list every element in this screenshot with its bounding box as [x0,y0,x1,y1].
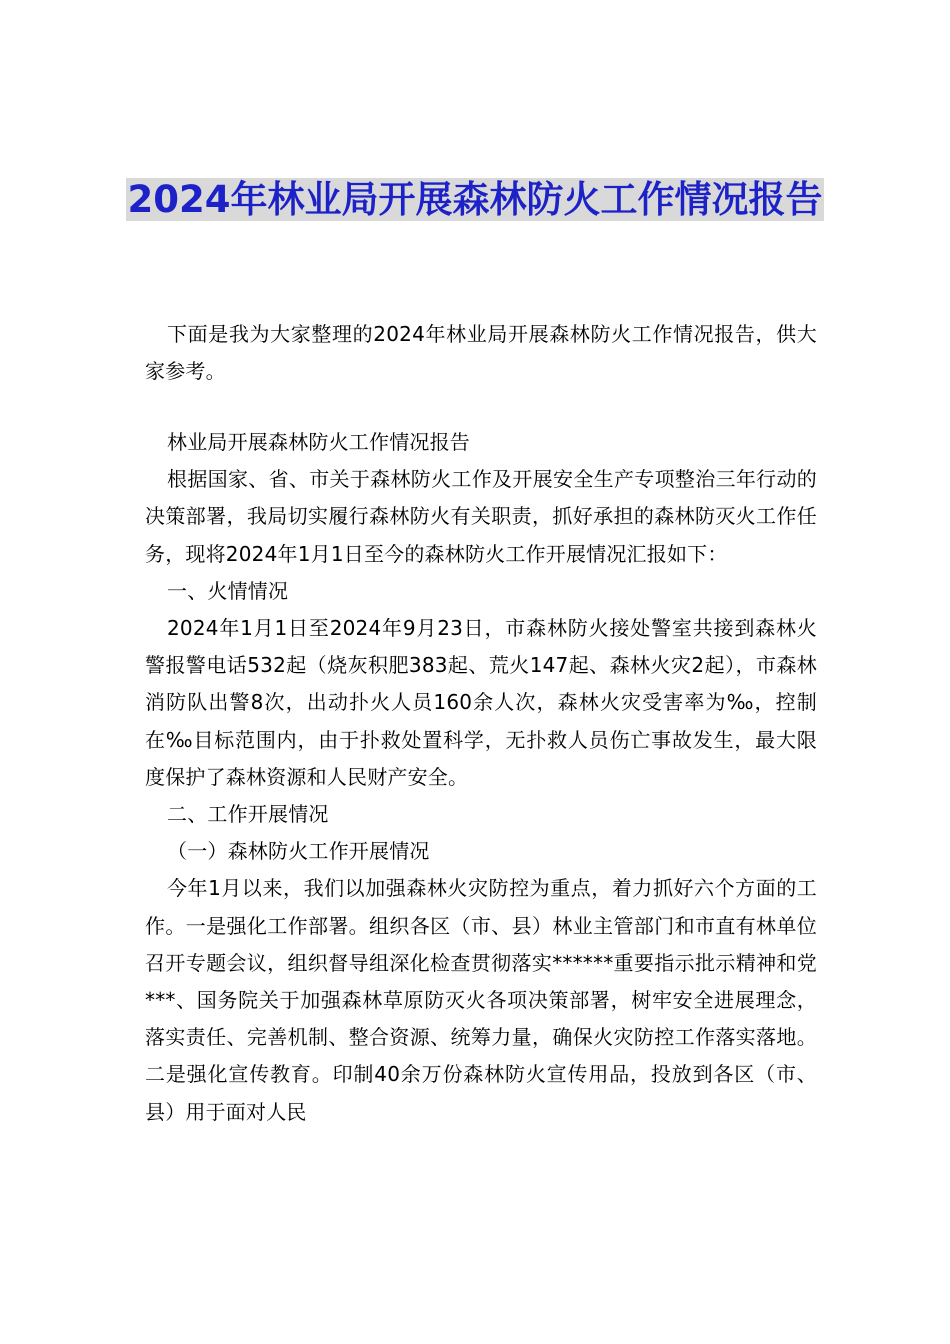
section-heading: 二、工作开展情况 [167,802,329,827]
section-heading: 一、火情情况 [167,578,289,603]
document-title-text: 2024年林业局开展森林防火工作情况报告 [127,178,823,221]
subsection-heading: （一）森林防火工作开展情况 [167,839,430,864]
body-paragraph: 根据国家、省、市关于森林防火工作及开展安全生产专项整治三年行动的决策部署，我局切实履行森林防火有关职责，抓好承担的森林防灭火工作任务，现将2024年1月1日至今的森林防火工作开展情况汇报如下： [145,467,817,566]
report-subtitle: 林业局开展森林防火工作情况报告 [167,430,470,454]
body-paragraph: 今年1月以来，我们以加强森林火灾防控为重点，着力抓好六个方面的工作。一是强化工作部署。组织各区（市、县）林业主管部门和市直有林单位召开专题会议，组织督导组深化检查贯彻落实******重要指示批示精神和党***、国务院关于加强森林草原防灭火各项决策部署，树牢安全进展理念，落实责任、完善机制、整合资源、统筹力量，确保火灾防控工作落实落地。二是强化宣传教育。印制40余万份森林防火宣传用品，投放到各区（市、县）用于面对人民 [145,876,817,1124]
intro-paragraph: 下面是我为大家整理的2024年林业局开展森林防火工作情况报告，供大家参考。 [145,322,817,384]
document-title [120,172,830,228]
report-body [145,424,817,1131]
body-paragraph: 2024年1月1日至2024年9月23日，市森林防火接处警室共接到森林火警报警电话532起（烧灰积肥383起、荒火147起、森林火灾2起），市森林消防队出警8次，出动扑火人员160余人次，森林火灾受害率为‰，控制在‰目标范围内，由于扑救处置科学，无扑救人员伤亡事故发生，最大限度保护了森林资源和人民财产安全。 [145,616,817,789]
intro-block [145,316,817,390]
